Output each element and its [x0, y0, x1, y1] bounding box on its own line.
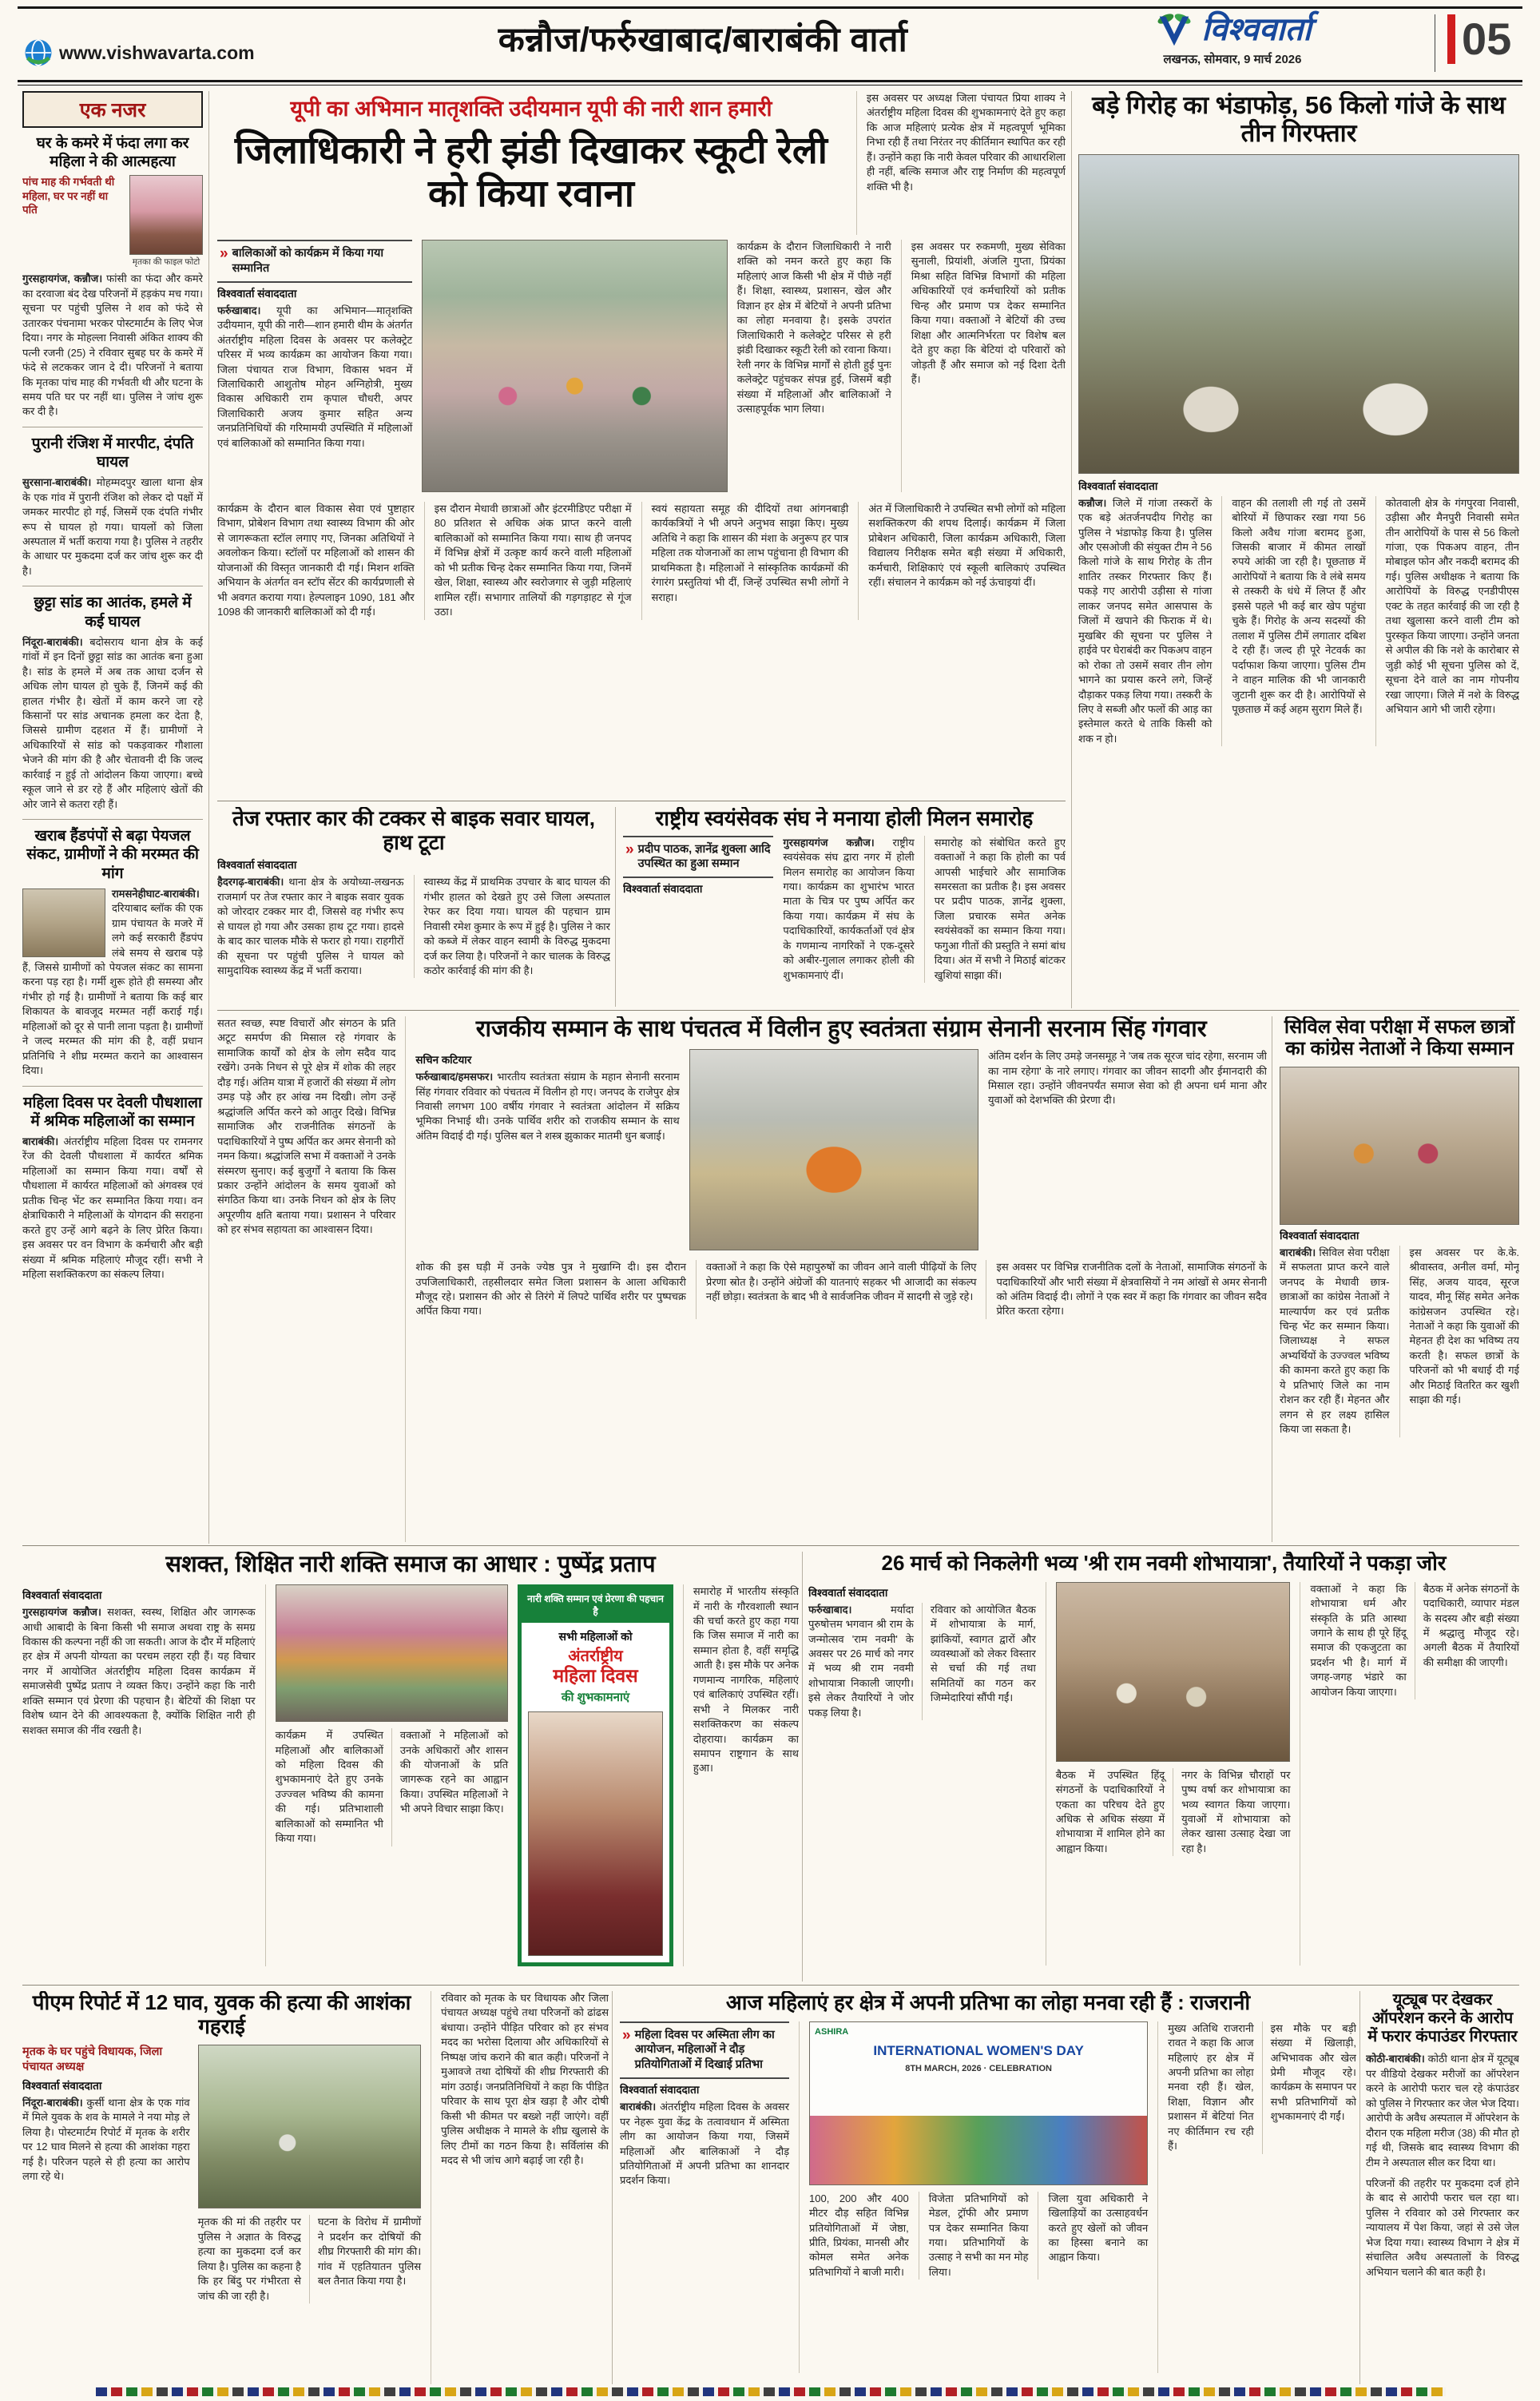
ek-najar-label: एक नजर [22, 91, 203, 128]
chevron-right-icon: » [220, 245, 228, 262]
sashakt-headline: सशक्त, शिक्षित नारी शक्ति समाज का आधार : पुष्पेंद्र प्रताप [165, 1552, 656, 1577]
lead-highlight-box [217, 240, 412, 283]
lead-bottom-col3: स्वयं सहायता समूह की दीदियों तथा आंगनबाड़ी कार्यकत्रियों ने भी अपने अनुभव साझा किए। मुख्य अतिथि ने कहा कि शासन की मंशा के अनुरूप हर पात्र महिला तक योजनाओं का लाभ पहुंचाना ही विभाग की प्राथमिकता है। महिलाओं ने सांस्कृतिक कार्यक्रमों की रंगारंग प्रस्तुतियां भी दीं, जिन्हें उपस्थित सभी लोगों ने सराहा। [641, 502, 849, 620]
ganja-headline: बड़े गिरोह का भंडाफोड़, 56 किलो गांजे के साथ तीन गिरफ्तार [1092, 91, 1506, 148]
rss-article [623, 807, 1066, 1007]
story-heading: खराब हैंडपंपों से बढ़ा पेयजल संकट, ग्रामीणों ने की मरम्मत की मांग [26, 828, 199, 882]
pm-byline: विश्ववार्ता संवाददाता [22, 2079, 102, 2092]
funeral-bottom-col2: वक्ताओं ने कहा कि ऐसे महापुरुषों का जीवन आने वाली पीढ़ियों के लिए प्रेरणा स्रोत है। उन्होंने अंग्रेजों की यातनाएं सहकर भी आजादी का संकल्प नहीं छोड़ा। स्वतंत्रता के बाद भी वे सार्वजनिक जीवन में सादगी से जुड़े रहे। [696, 1260, 977, 1319]
sashakt-col1: सशक्त, स्वस्थ, शिक्षित और जागरूक आधी आबादी के बिना किसी भी समाज अथवा राष्ट्र के समग्र विकास की कल्पना नहीं की जा सकती। आज के दौर में महिलाएं हर क्षेत्र में अपनी योग्यता का परचम लहरा रही हैं। यह विचार नगर में आयोजित अंतर्राष्ट्रीय महिला दिवस कार्यक्रम में समाजसेवी पुष्पेंद्र प्रताप ने व्यक्त किए। उन्होंने कहा कि नारी शक्ति सम्मान एवं प्रेरणा की पहचान है। बेटियों की शिक्षा पर विशेष ध्यान देने की आवश्यकता है, क्योंकि शिक्षित नारी ही सशक्त समाज की नींव रखती है। [22, 1606, 256, 1736]
bike-col2: स्वास्थ्य केंद्र में प्राथमिक उपचार के बाद घायल की गंभीर हालत को देखते हुए उसे जिला अस्पताल रेफर कर दिया गया। घायल की पहचान ग्राम निवासी रमेश कुमार के रूप में हुई है। पुलिस ने कार को कब्जे में लेकर वाहन स्वामी के विरुद्ध मुकदमा दर्ज कर लिया है। परिजनों ने कार चालक के विरुद्ध कठोर कार्रवाई की मांग की है। [414, 875, 611, 978]
funeral-byline: सचिन कटियार [415, 1054, 472, 1067]
divider-vertical [208, 91, 209, 1544]
ganja-col2: वाहन की तलाशी ली गई तो उसमें बोरियों में छिपाकर रखा गया 56 किलो अवैध गांजा बरामद हुआ, जिसकी बाजार में कीमत लाखों रुपये आंकी जा रही है। पूछताछ में आरोपियों ने बताया कि वे लंबे समय से तस्करी के धंधे में लिप्त हैं और इससे पहले भी कई बार खेप पहुंचा चुके हैं। गिरोह के अन्य सदस्यों की तलाश में पुलिस टीमें लगातार दबिश दे रही हैं। जल्द ही पूरे नेटवर्क का पर्दाफाश किया जाएगा। पुलिस टीम ने वाहन मालिक की भी जानकारी जुटानी शुरू कर दी है। आरोपियों से पूछताछ में कई अहम सुराग मिले हैं। [1221, 496, 1365, 747]
divider-vertical [615, 807, 616, 1007]
handpump-photo [22, 888, 105, 957]
divider-horizontal [22, 819, 203, 820]
asmita-col1: अंतर्राष्ट्रीय महिला दिवस के अवसर पर नेहरू युवा केंद्र के तत्वावधान में अस्मिता लीग का आयोजन किया गया, जिसमें महिलाओं और बालिकाओं ने दौड़ प्रतियोगिताओं में अपनी प्रतिभा का शानदार प्रदर्शन किया। [620, 2101, 790, 2187]
paper-logo-icon [1153, 11, 1195, 48]
dateline: गुरसहायगंज, कन्नौज। [22, 272, 103, 285]
civil-headline: सिविल सेवा परीक्षा में सफल छात्रों का कांग्रेस नेताओं ने किया सम्मान [1284, 1016, 1515, 1060]
womens-day-banner-photo [809, 2021, 1148, 2185]
divider-horizontal [22, 1985, 1519, 1986]
pm-headline: पीएम रिपोर्ट में 12 घाव, युवक की हत्या की आशंका गहराई [32, 1991, 411, 2038]
ram-byline: विश्ववार्ता संवाददाता [808, 1586, 888, 1599]
lead-col2: कार्यक्रम के दौरान जिलाधिकारी ने नारी शक्ति को नमन करते हुए कहा कि महिलाएं आज किसी भी क्षेत्र में पीछे नहीं हैं। शिक्षा, स्वास्थ्य, प्रशासन, खेल और विज्ञान हर क्षेत्र में बेटियों ने अपनी प्रतिभा का लोहा मनवाया है। इसके उपरांत जिलाधिकारी ने कलेक्ट्रेट परिसर से हरी झंडी दिखाकर स्कूटी रेली को रवाना किया। रेली नगर के विभिन्न मार्गों से होती हुई पुनः कलेक्ट्रेट पहुंचकर संपन्न हुई, जिसमें बड़ी संख्या में महिलाओं और बालिकाओं ने उत्साहपूर्वक भाग लिया। [736, 240, 891, 415]
civil-col2: इस अवसर पर के.के. श्रीवास्तव, अनील वर्मा, मोनू सिंह, अजय यादव, सूरज यादव, मीनू सिंह समेत अनेक कांग्रेसजन उपस्थित रहे। नेताओं ने कहा कि युवाओं की मेहनत ही देश का भविष्य तय करती है। सफल छात्रों के परिजनों को भी बधाई दी गई और मिठाई वितरित कर खुशी साझा की गई। [1399, 1246, 1520, 1437]
story-body: दरियाबाद ब्लॉक की एक ग्राम पंचायत के मजरे में लगे कई सरकारी हैंडपंप लंबे समय से खराब पड़े हैं, जिससे ग्रामीणों को पेयजल संकट का सामना करना पड़ रहा है। गर्मी शुरू होते ही समस्या और गंभीर हो गई है। ग्रामीणों ने बताया कि कई बार शिकायत के बावजूद मरम्मत नहीं कराई गई। महिलाओं को दूर से पानी लाना पड़ता है। ग्रामीणों ने जल्द मरम्मत की मांग की है, वहीं प्रधान प्रतिनिधि ने शीघ्र मरम्मत कराने का आश्वासन दिया। [22, 902, 203, 1077]
pm-col2b: घटना के विरोध में ग्रामीणों ने प्रदर्शन कर दोषियों की शीघ्र गिरफ्तारी की मांग की। गांव में एहतियातन पुलिस बल तैनात किया गया है। [309, 2215, 421, 2304]
womens-day-poster [518, 1584, 673, 1966]
women-group-photo [276, 1584, 509, 1722]
rss-col1: राष्ट्रीय स्वयंसेवक संघ द्वारा नगर में होली मिलन समारोह का आयोजन किया गया। कार्यक्रम का शुभारंभ भारत माता के चित्र पर पुष्प अर्पित कर किया गया। कार्यक्रम में संघ के पदाधिकारियों, कार्यकर्ताओं एवं क्षेत्र के गणमान्य नागरिकों ने एक-दूसरे को अबीर-गुलाल लगाकर होली की शुभकामनाएं दीं। [783, 836, 915, 981]
sashakt-col4: समारोह में भारतीय संस्कृति में नारी के गौरवशाली स्थान की चर्चा करते हुए कहा गया कि जिस समाज में नारी का सम्मान होता है, वहीं समृद्धि आती है। इस मौके पर अनेक गणमान्य नागरिक, महिलाएं एवं बालिकाएं उपस्थित रहीं। सभी ने मिलकर नारी सशक्तिकरण का संकल्प दोहराया। कार्यक्रम का समापन राष्ट्रगान के साथ हुआ। [693, 1585, 799, 1775]
dateline: फर्रुखाबाद। [217, 304, 261, 316]
asmita-under-col3: जिला युवा अधिकारी ने खिलाड़ियों का उत्साहवर्धन करते हुए खेलों को जीवन का हिस्सा बनाने का आह्वान किया। [1038, 2192, 1148, 2280]
ganja-byline: विश्ववार्ता संवाददाता [1078, 479, 1158, 492]
dateline: फर्रुखाबाद। [808, 1603, 852, 1616]
ganja-article [1078, 91, 1519, 1007]
lead-byline: विश्ववार्ता संवाददाता [217, 287, 297, 300]
rss-highlight-text: प्रदीप पाठक, ज्ञानेंद्र शुक्ला आदि उपस्थित का हुआ सम्मान [637, 842, 771, 871]
pm-col2a: मृतक की मां की तहरीर पर पुलिस ने अज्ञात के विरुद्ध हत्या का मुकदमा दर्ज कर लिया है। पुलिस का कहना है कि हर बिंदु पर गंभीरता से जांच की जा रही है। [197, 2216, 301, 2302]
sashakt-col2a: कार्यक्रम में उपस्थित महिलाओं और बालिकाओं को महिला दिवस की शुभकामनाएं देते हुए उनके उज्ज्वल भविष्य की कामना की गई। प्रतिभाशाली बालिकाओं को सम्मानित भी किया गया। [275, 1729, 383, 1845]
chevron-right-icon: » [625, 841, 634, 858]
dateline: बाराबंकी। [620, 2101, 657, 2113]
village-visit-photo [198, 2045, 421, 2208]
lead-bottom-col1: कार्यक्रम के दौरान बाल विकास सेवा एवं पुष्टाहार विभाग, प्रोबेशन विभाग तथा स्वास्थ्य विभाग की ओर से जागरूकता स्टॉल लगाए गए, जिनका अतिथियों ने अवलोकन किया। स्टॉलों पर महिलाओं को शासन की योजनाओं की विस्तृत जानकारी दी गई। मिशन शक्ति अभियान के अंतर्गत वन स्टॉप सेंटर की कार्यप्रणाली से भी अवगत कराया गया। हेल्पलाइन 1090, 181 और 1098 की जानकारी बालिकाओं को दी गई। [217, 503, 415, 618]
lead-headline: जिलाधिकारी ने हरी झंडी दिखाकर स्कूटी रेली को किया रवाना [234, 129, 828, 214]
divider-vertical [802, 1552, 803, 1982]
asmita-highlight-text: महिला दिवस पर अस्मिता लीग का आयोजन, महिलाओं ने दौड़ प्रतियोगिताओं में दिखाई प्रतिभा [634, 2028, 775, 2072]
funeral-photo [689, 1049, 978, 1250]
story-heading: छुट्टा सांड का आतंक, हमले में कई घायल [34, 594, 192, 630]
scooty-rally-photo [422, 240, 727, 492]
asmita-highlight-box [620, 2021, 789, 2080]
banner-area [810, 2022, 1147, 2117]
asmita-right-col1: मुख्य अतिथि राजरानी रावत ने कहा कि आज महिलाएं हर क्षेत्र में अपनी प्रतिभा का लोहा मनवा रही हैं। खेल, शिक्षा, विज्ञान और प्रशासन में बेटियां नित नए कीर्तिमान रच रही हैं। [1168, 2021, 1254, 2153]
lead-col1: यूपी का अभिमान—मातृशक्ति उदीयमान, यूपी की नारी—शान हमारी थीम के अंतर्गत अंतर्राष्ट्रीय महिला दिवस के अवसर पर कलेक्ट्रेट परिसर में भव्य कार्यक्रम का आयोजन किया गया। जिला पंचायत राज विभाग, विकास भवन में जिलाधिकारी आशुतोष मोहन अग्निहोत्री, मुख्य विकास अधिकारी राम कृपाल चौधरी, अपर जिलाधिकारी अजय कुमार सहित अन्य जनप्रतिनिधियों की गरिमामयी उपस्थिति में महिलाओं एवं बालिकाओं को सम्मानित किया गया। [217, 304, 413, 449]
sashakt-article [22, 1552, 799, 1982]
story-body: फांसी का फंदा और कमरे का दरवाजा बंद देख परिजनों में हड़कंप मच गया। सूचना पर पहुंची पुलिस ने शव को फंदे से उतारकर पंचनामा भरकर पोस्टमार्टम के लिए भेज दिया। नगर के मोहल्ला निवासी अंकित शाक्य की पत्नी रजनी (25) ने रविवार सुबह घर के कमरे में फंदे से लटककर जान दे दी। परिजनों ने बताया कि मृतका पांच माह की गर्भवती थी और घटना के समय पति घर पर नहीं था। पुलिस ने जांच शुरू कर दी है। [22, 272, 203, 418]
dateline: बाराबंकी। [22, 1135, 59, 1147]
rss-headline: राष्ट्रीय स्वयंसेवक संघ ने मनाया होली मिलन समारोह [655, 807, 1034, 830]
pm-col3: रविवार को मृतक के घर विधायक और जिला पंचायत अध्यक्ष पहुंचे तथा परिजनों को ढांढस बंधाया। उन्होंने पीड़ित परिवार को हर संभव मदद का भरोसा दिलाया और अधिकारियों से निष्पक्ष जांच कराने की बात कही। परिजनों ने मुआवजे तथा दोषियों की शीघ्र गिरफ्तारी की मांग उठाई। जनप्रतिनिधियों ने कहा कि पीड़ित परिवार के साथ पूरा क्षेत्र खड़ा है और दोषी किसी भी कीमत पर बख्शे नहीं जाएंगे। वहीं पुलिस अधीक्षक ने मामले के शीघ्र खुलासे के लिए टीमों का गठन किया है। सर्विलांस की मदद से भी जांच आगे बढ़ाई जा रही है। [441, 1992, 609, 2166]
banner-title: INTERNATIONAL WOMEN'S DAY [873, 2042, 1084, 2058]
rss-col2: समारोह को संबोधित करते हुए वक्ताओं ने कहा कि होली का पर्व आपसी भाईचारे और सामाजिक समरसता का प्रतीक है। इस अवसर पर प्रदीप पाठक, ज्ञानेंद्र शुक्ला, जिला प्रचारक समेत अनेक स्वयंसेवकों का सम्मान किया गया। फगुआ गीतों की प्रस्तुति ने समां बांध दिया। अंत में सभी ने मिठाई बांटकर खुशियां साझा कीं। [924, 836, 1066, 984]
dateline: बाराबंकी। [1280, 1246, 1316, 1258]
dateline: फर्रुखाबाद/हमसफर। [415, 1071, 494, 1083]
paper-name: विश्ववार्ता [1201, 12, 1312, 47]
page-number-block [1447, 14, 1511, 64]
divider-horizontal [217, 1010, 1519, 1011]
youtube-compounder-article [1366, 1991, 1519, 2384]
asmita-headline: आज महिलाएं हर क्षेत्र में अपनी प्रतिभा का लोहा मनवा रही हैं : राजरानी [725, 1991, 1251, 2014]
story-heading: महिला दिवस पर देवली पौधशाला में श्रमिक महिलाओं का सम्मान [23, 1094, 202, 1130]
rail-story-fight [22, 435, 203, 579]
banner-crowd [810, 2116, 1147, 2184]
pm-subhead: मृतक के घर पहुंचे विधायक, जिला पंचायत अध्यक्ष [22, 2045, 163, 2074]
poster-portrait-photo [528, 1711, 663, 1957]
dateline: निंदूरा-बाराबंकी। [22, 2096, 83, 2109]
sashakt-byline: विश्ववार्ता संवाददाता [22, 1589, 102, 1602]
lead-col3: इस अवसर पर रुकमणी, मुख्य सेविका सुनाली, प्रियांशी, अंजलि गुप्ता, प्रियंका मिश्रा सहित विभिन्न विभागों की महिला अधिकारियों एवं कर्मचारियों को प्रतीक चिन्ह और प्रमाण पत्र देकर सम्मानित किया गया। वक्ताओं ने बेटियों की उच्च शिक्षा और आत्मनिर्भरता पर विशेष बल देते हुए कहा कि बेटियां दो परिवारों को जोड़ती हैं और समाज को नई दिशा देती हैं। [901, 240, 1066, 492]
deceased-portrait-photo [129, 175, 203, 255]
page-number: 05 [1462, 14, 1512, 64]
ram-col-r2: बैठक में अनेक संगठनों के पदाधिकारी, व्यापार मंडल के सदस्य और बड़ी संख्या में श्रद्धालु मौजूद रहे। अगली बैठक में तैयारियों की समीक्षा की जाएगी। [1415, 1582, 1519, 1700]
ram-col-r1: वक्ताओं ने कहा कि शोभायात्रा धर्म और संस्कृति के प्रति आस्था जगाने के साथ ही पूरे हिंदू समाज की एकजुटता का प्रदर्शन भी है। मार्ग में जगह-जगह भंडारे का आयोजन किया जाएगा। [1310, 1582, 1407, 1698]
lead-highlight-text: बालिकाओं को कार्यक्रम में किया गया सम्मानित [232, 247, 384, 275]
dateline: सुरसाना-बाराबंकी। [22, 476, 92, 489]
ram-col-m1: बैठक में उपस्थित हिंदू संगठनों के पदाधिकारियों ने एकता का परिचय देते हुए अधिक से अधिक संख्या में शोभायात्रा में शामिल होने का आह्वान किया। [1055, 1768, 1165, 1854]
funeral-col1: भारतीय स्वतंत्रता संग्राम के महान सेनानी सरनाम सिंह गंगवार रविवार को पंचतत्व में विलीन हो गए। जनपद के राजेपुर क्षेत्र निवासी लगभग 100 वर्षीय गंगवार ने स्वतंत्रता आंदोलन में सक्रिय भूमिका निभाई थी। उनके पार्थिव शरीर को राजकीय सम्मान के साथ अंतिम विदाई दी गई। पुलिस बल ने शस्त्र झुकाकर मातमी धुन बजाई। [415, 1071, 680, 1142]
divider-vertical [612, 1991, 613, 2384]
rail-story-bull [22, 594, 203, 812]
photo-block [129, 175, 203, 268]
ek-najar-rail [22, 91, 203, 1544]
sashakt-col2b: वक्ताओं ने महिलाओं को उनके अधिकारों और शासन की योजनाओं के प्रति जागरूक रहने का आह्वान किया। उपस्थित महिलाओं ने भी अपने विचार साझा किए। [391, 1728, 508, 1846]
yt-headline: यूट्यूब पर देखकर ऑपरेशन करने के आरोप में फरार कंपाउंडर गिरफ्तार [1367, 1991, 1518, 2045]
asmita-right-col2: इस मौके पर बड़ी संख्या में खिलाड़ी, अभिभावक और खेल प्रेमी मौजूद रहे। कार्यक्रम के समापन पर सभी प्रतिभागियों को शुभकामनाएं दी गईं। [1262, 2021, 1356, 2154]
dateline: हैदरगढ़-बाराबंकी। [217, 876, 284, 888]
story-heading: पुरानी रंजिश में मारपीट, दंपति घायल [31, 435, 194, 471]
photo-caption: मृतका की फाइल फोटो [132, 257, 200, 268]
rss-highlight-box [623, 836, 773, 879]
ram-navami-article [808, 1552, 1519, 1982]
chevron-right-icon: » [622, 2026, 631, 2044]
story-body: मोहम्मदपुर खाला थाना क्षेत्र के एक गांव में पुरानी रंजिश को लेकर दो पक्षों में जमकर मारपीट हो गई, जिसमें एक दंपति गंभीर रूप से घायल हो गया। घायलों को जिला अस्पताल में भर्ती कराया गया है। पुलिस ने तहरीर के आधार पर मुकदमा दर्ज कर जांच शुरू कर दी है। [22, 476, 203, 577]
yt-para1: कोठी थाना क्षेत्र में यूट्यूब पर वीडियो देखकर मरीजों का ऑपरेशन करने के आरोपी फरार चल रहे कंपाउंडर को पुलिस ने गिरफ्तार कर जेल भेज दिया। आरोपी के अवैध अस्पताल में ऑपरेशन के दौरान एक महिला मरीज (38) की मौत हो गई थी, जिसके बाद स्वास्थ्य विभाग की टीम ने अस्पताल सील कर दिया था। [1366, 2053, 1519, 2168]
banner-date: 8TH MARCH, 2026 · CELEBRATION [905, 2063, 1052, 2073]
poster-line2: अंतर्राष्ट्रीय [568, 1648, 623, 1666]
divider-horizontal [22, 1086, 203, 1087]
edition-line: लखनऊ, सोमवार, 9 मार्च 2026 [1163, 53, 1302, 66]
funeral-bottom-col3: इस अवसर पर विभिन्न राजनीतिक दलों के नेताओं, सामाजिक संगठनों के पदाधिकारियों और भारी संख्या में क्षेत्रवासियों ने नम आंखों से अमर सेनानी को अंतिम विदाई दी। लोगों ने एक स्वर में कहा कि गंगवार का जीवन सदैव प्रेरित करता रहेगा। [986, 1260, 1267, 1319]
page-section-title: कन्नौज/फर्रुखाबाद/बाराबंकी वार्ता [498, 21, 908, 59]
top-rule [18, 6, 1522, 9]
civil-col1: सिविल सेवा परीक्षा में सफलता प्राप्त करने वाले जनपद के मेधावी छात्र-छात्राओं का कांग्रेस नेताओं ने माल्यार्पण कर एवं प्रतीक चिन्ह भेंट कर सम्मान किया। जिलाध्यक्ष ने सफल अभ्यर्थियों के उज्ज्वल भविष्य की कामना करते हुए कहा कि ये प्रतिभाएं जिले का नाम रोशन कर रही हैं। मेहनत और लगन से हर लक्ष्य हासिल किया जा सकता है। [1280, 1246, 1390, 1436]
paper-brand [1085, 11, 1380, 67]
dateline: गुरसहायगंज कन्नौज। [783, 836, 875, 849]
asmita-under-col1: 100, 200 और 400 मीटर दौड़ सहित विभिन्न प्रतियोगिताओं में जेष्ठा, प्रीति, प्रियंका, मानसी और कोमल समेत अनेक प्रतिभागियों ने बाजी मारी। [809, 2192, 909, 2278]
story-subhead: पांच माह की गर्भवती थी महिला, घर पर नहीं था पति [22, 176, 115, 217]
funeral-left-col: सतत स्वच्छ, स्पष्ट विचारों और संगठन के प्रति अटूट समर्पण की मिसाल रहे गंगवार के सामाजिक कार्यों को क्षेत्र के लोग सदैव याद रखेंगे। उनके निधन से पूरे क्षेत्र में शोक की लहर दौड़ गई। अंतिम यात्रा में हजारों की संख्या में लोग उमड़ पड़े और हर आंख नम दिखी। लोग उन्हें श्रद्धांजलि अर्पित करने को आतुर दिखे। विभिन्न सामाजिक और राजनीतिक संगठनों के पदाधिकारियों ने पुष्प अर्पित कर अमर सेनानी को नमन किया। श्रद्धांजलि सभा में वक्ताओं ने उनके संस्मरण सुनाए। कई बुजुर्गों ने बताया कि किस प्रकार उन्होंने आंदोलन के समय युवाओं को संगठित किया था। उनके निधन को क्षेत्र के लिए अपूरणीय क्षति बताया गया। प्रशासन ने परिवार को हर संभव सहायता का आश्वासन दिया। [217, 1017, 396, 1236]
civil-services-article [1280, 1016, 1519, 1542]
story-body: अंतर्राष्ट्रीय महिला दिवस पर रामनगर रेंज की देवली पौधशाला में कार्यरत श्रमिक महिलाओं का सम्मान किया गया। वर्षों से पौधशाला में कार्यरत महिलाओं को अंगवस्त्र एवं प्रतीक चिन्ह भेंट कर सम्मानित किया गया। वन क्षेत्राधिकारी ने महिलाओं के योगदान की सराहना करते हुए उन्हें आगे बढ़ने के लिए प्रेरित किया। इस अवसर पर वन विभाग के कर्मचारी और बड़ी संख्या में श्रमिक महिलाएं मौजूद रहीं। सभी ने महिला सशक्तिकरण का संकल्प लिया। [22, 1135, 203, 1280]
funeral-bottom-col1: शोक की इस घड़ी में उनके ज्येष्ठ पुत्र ने मुखाग्नि दी। इस दौरान उपजिलाधिकारी, तहसीलदार समेत जिला प्रशासन के आला अधिकारी मौजूद रहे। प्रशासन की ओर से तिरंगे में लिपटे पार्थिव शरीर पर पुष्पचक्र अर्पित किया गया। [415, 1261, 686, 1318]
bike-headline: तेज रफ्तार कार की टक्कर से बाइक सवार घायल, हाथ टूटा [232, 807, 595, 854]
lead-article [217, 91, 1066, 797]
rail-story-suicide [22, 134, 203, 419]
bike-col1: थाना क्षेत्र के अयोध्या-लखनऊ राजमार्ग पर तेज रफ्तार कार ने बाइक सवार युवक को जोरदार टक्कर मार दी, जिससे वह गंभीर रूप से घायल हो गया और उसका हाथ टूट गया। हादसे के बाद कार चालक मौके से फरार हो गया। राहगीरों की सूचना पर पहुंची पुलिस ने घायल को सामुदायिक स्वास्थ्य केंद्र में भर्ती कराया। [217, 876, 404, 976]
dateline: कोठी-बाराबंकी। [1366, 2053, 1425, 2065]
lead-bottom-col4: अंत में जिलाधिकारी ने उपस्थित सभी लोगों को महिला सशक्तिकरण की शपथ दिलाई। कार्यक्रम में जिला प्रोबेशन अधिकारी, जिला कार्यक्रम अधिकारी, जिला विद्यालय निरीक्षक समेत बड़ी संख्या में अधिकारी, कर्मचारी, शिक्षिकाएं एवं स्कूली बालिकाएं उपस्थित रहीं। संचालन ने कार्यक्रम को नई ऊंचाइयां दीं। [858, 502, 1066, 620]
dateline: गुरसहायगंज कन्नौज। [22, 1606, 101, 1619]
ganja-col1: जिले में गांजा तस्करों के एक बड़े अंतर्जनपदीय गिरोह का पुलिस ने भंडाफोड़ किया है। पुलिस और एसओजी की संयुक्त टीम ने 56 किलो गांजे के साथ गिरोह के तीन शातिर तस्कर गिरफ्तार किए हैं। पकड़े गए आरोपी उड़ीसा से गांजा लाकर जनपद समेत आसपास के जिलों में खपाने की फिराक में थे। मुखबिर की सूचना पर पुलिस ने हाईवे पर घेराबंदी कर पिकअप वाहन को रोका तो उसमें सवार तीन लोग भागने का प्रयास करने लगे, जिन्हें दौड़ाकर पकड़ लिया गया। तस्करी के लिए वे सब्जी और फलों की आड़ का इस्तेमाल करते थे ताकि किसी को शक न हो। [1078, 496, 1213, 745]
poster-line4: की शुभकामनाएं [561, 1690, 630, 1704]
story-body: बदोसराय थाना क्षेत्र के कई गांवों में इन दिनों छुट्टा सांड का आतंक बना हुआ है। सांड के हमले में अब तक आधा दर्जन से अधिक लोग घायल हो चुके हैं, जिनमें कई की हालत गंभीर है। खेतों में काम करने जा रहे किसानों पर सांड अचानक हमला कर देता है, जिससे ग्रामीण दहशत में हैं। ग्रामीणों ने अधिकारियों से सांड को पकड़वाकर गौशाला भेजने की मांग की है और चेतावनी दी कि जल्द कार्रवाई न हुई तो आंदोलन किया जाएगा। बच्चे स्कूल जाने से डर रहे हैं और महिलाएं खेतों की ओर जाने से कतरा रही हैं। [22, 635, 203, 810]
masthead-rule [18, 80, 1522, 82]
asmita-under-col2: विजेता प्रतिभागियों को मेडल, ट्रॉफी और प्रमाण पत्र देकर सम्मानित किया गया। प्रतिभागियों के उत्साह ने सभी का मन मोह लिया। [919, 2192, 1029, 2280]
pm-report-article [22, 1991, 609, 2384]
bike-accident-article [217, 807, 610, 1007]
yt-para2: परिजनों की तहरीर पर मुकदमा दर्ज होने के बाद से आरोपी फरार चल रहा था। पुलिस ने रविवार को उसे गिरफ्तार कर न्यायालय में पेश किया, जहां से उसे जेल भेज दिया गया। स्वास्थ्य विभाग ने क्षेत्र में संचालित अवैध अस्पतालों के विरुद्ध अभियान चलाने की बात कही है। [1366, 2177, 1519, 2278]
asmita-article [620, 1991, 1356, 2384]
freedom-fighter-article [217, 1016, 1267, 1542]
asmita-byline: विश्ववार्ता संवाददाता [620, 2084, 700, 2097]
poster-slogan: नारी शक्ति सम्मान एवं प्रेरणा की पहचान है [522, 1588, 669, 1623]
congress-honour-photo [1280, 1067, 1519, 1225]
ganja-col3: कोतवाली क्षेत्र के गंगपुरवा निवासी, उड़ीसा और मैनपुरी निवासी समेत तीन आरोपियों के पास से 56 किलो गांजा, एक पिकअप वाहन, तीन मोबाइल फोन और नकदी बरामद की गई। पुलिस अधीक्षक ने बताया कि आरोपियों के विरुद्ध एनडीपीएस एक्ट के तहत कार्रवाई की जा रही है तथा खुलासा करने वाली टीम को पुरस्कृत किया जाएगा। उन्होंने जनता से अपील की कि नशे के कारोबार से जुड़ी कोई भी सूचना पुलिस को दें, सूचना देने वाले का नाम गोपनीय रखा जाएगा। जिले में नशे के विरुद्ध अभियान आगे भी जारी रहेगा। [1375, 496, 1519, 747]
police-seizure-photo [1078, 154, 1519, 474]
rail-story-handpump [22, 827, 203, 1078]
pm-col1: कुर्सी थाना क्षेत्र के एक गांव में मिले युवक के शव के मामले ने नया मोड़ ले लिया है। पोस्टमार्टम रिपोर्ट में मृतक के शरीर पर 12 घाव मिलने से हत्या की आशंका गहरा गई है। परिजन पहले से ही हत्या का आरोप लगा रहे थे। [22, 2096, 190, 2183]
divider-horizontal [22, 1545, 1519, 1546]
rail-story-women-honour [22, 1094, 203, 1282]
dateline: कन्नौज। [1078, 496, 1107, 509]
poster-line3: महिला दिवस [553, 1665, 638, 1687]
lead-bottom-col2: इस दौरान मेधावी छात्राओं और इंटरमीडिएट परीक्षा में 80 प्रतिशत से अधिक अंक प्राप्त करने वाली बालिकाओं को सम्मानित किया गया। साथ ही जनपद में विभिन्न क्षेत्रों में उत्कृष्ट कार्य करने वाली महिलाओं को भी प्रतीक चिन्ह देकर सम्मानित किया गया, जिनमें खेल, शिक्षा, स्वास्थ्य और स्वरोजगार से जुड़ी महिलाएं शामिल रहीं। सभागार तालियों की गड़गड़ाहट से गूंज उठा। [424, 502, 632, 620]
bike-byline: विश्ववार्ता संवाददाता [217, 859, 297, 872]
website-url: www.vishwavarta.com [59, 42, 255, 63]
civil-byline: विश्ववार्ता संवाददाता [1280, 1229, 1359, 1242]
dateline: रामसनेहीघाट-बाराबंकी। [112, 887, 200, 900]
ram-col-l2: रविवार को आयोजित बैठक में शोभायात्रा के मार्ग, झांकियों, स्वागत द्वारों और व्यवस्थाओं को लेकर विस्तार से चर्चा की गई तथा समितियों का गठन कर जिम्मेदारियां सौंपी गईं। [922, 1603, 1036, 1721]
funeral-headline: राजकीय सम्मान के साथ पंचतत्व में विलीन हुए स्वतंत्रता संग्राम सेनानी सरनाम सिंह गंगवार [475, 1016, 1207, 1042]
ram-col-m2: नगर के विभिन्न चौराहों पर पुष्प वर्षा कर शोभायात्रा का भव्य स्वागत किया जाएगा। युवाओं में शोभायात्रा को लेकर खासा उत्साह देखा जा रहा है। [1173, 1768, 1290, 1857]
poster-line1: सभी महिलाओं को [558, 1630, 633, 1644]
meeting-photo [1056, 1582, 1291, 1762]
dateline: निंदूरा-बाराबंकी। [22, 635, 83, 648]
print-color-strip [96, 2387, 1446, 2396]
divider-vertical [1071, 91, 1072, 1008]
funeral-col2: अंतिम दर्शन के लिए उमड़े जनसमूह ने 'जब तक सूरज चांद रहेगा, सरनाम जी का नाम रहेगा' के नारे लगाए। गंगवार का जीवन सादगी और ईमानदारी की मिसाल रहा। उन्होंने जीवनपर्यंत समाज सेवा को ही अपना धर्म माना और युवाओं को देशभक्ति की प्रेरणा दी। [988, 1050, 1267, 1107]
website-block [24, 38, 255, 67]
rss-byline: विश्ववार्ता संवाददाता [623, 883, 703, 896]
ram-headline: 26 मार्च को निकलेगी भव्य 'श्री राम नवमी शोभायात्रा', तैयारियों ने पकड़ा जोर [881, 1552, 1447, 1575]
page-number-accent [1447, 14, 1455, 64]
story-heading: घर के कमरे में फंदा लगा कर महिला ने की आत्महत्या [36, 135, 189, 171]
globe-icon [24, 38, 53, 67]
lead-kicker: यूपी का अभिमान मातृशक्ति उदीयमान यूपी की नारी शान हमारी [290, 97, 772, 121]
ram-col-l1: मर्यादा पुरुषोत्तम भगवान श्री राम के जन्मोत्सव 'राम नवमी' के अवसर पर 26 मार्च को नगर में भव्य श्री राम नवमी शोभायात्रा निकाली जाएगी। इसे लेकर तैयारियों ने जोर पकड़ लिया है। [808, 1603, 914, 1719]
banner-org: ASHIRA [815, 2026, 849, 2037]
lead-top-right-col: इस अवसर पर अध्यक्ष जिला पंचायत प्रिया शाक्य ने अंतर्राष्ट्रीय महिला दिवस की शुभकामनाएं देते हुए कहा कि आज महिलाएं प्रत्येक क्षेत्र में महत्वपूर्ण भूमिका निभा रही हैं तथा निरंतर नए कीर्तिमान स्थापित कर रही हैं। उन्होंने कहा कि नारी केवल परिवार की आधारशिला ही नहीं, बल्कि समाज और राष्ट्र निर्माण की महत्वपूर्ण शक्ति भी है। [866, 92, 1066, 193]
divider-vertical [1359, 1991, 1360, 2384]
